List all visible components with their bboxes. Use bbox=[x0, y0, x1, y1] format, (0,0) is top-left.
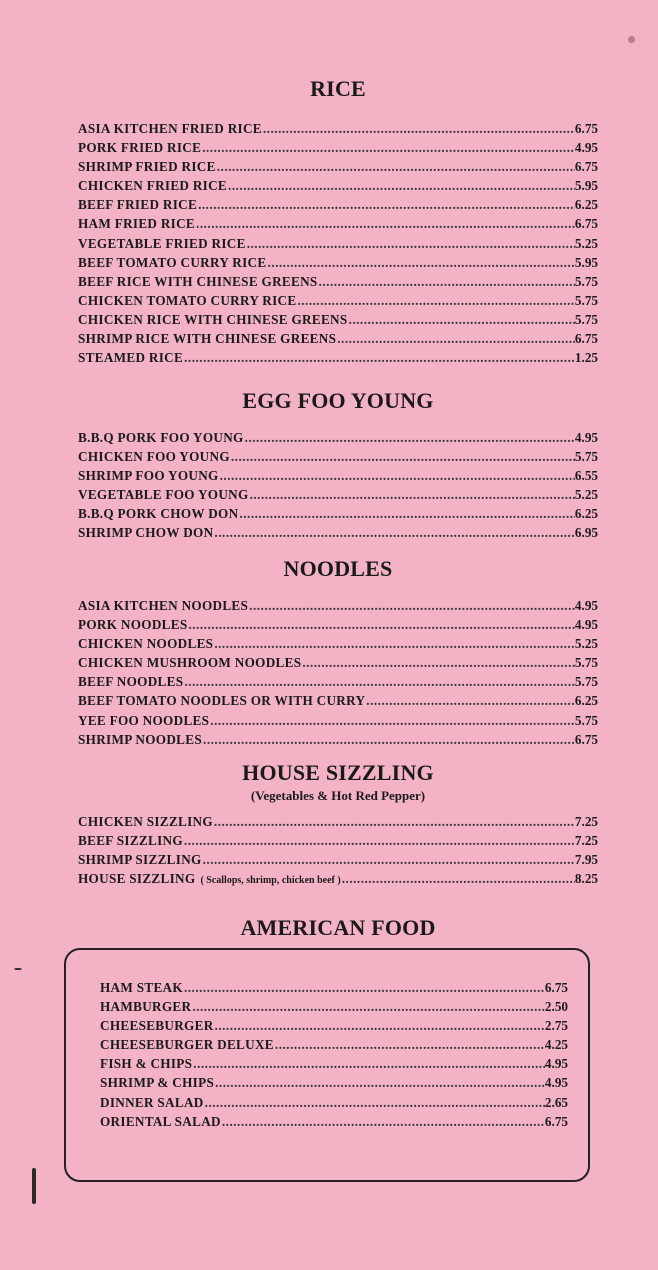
item-price: 7.25 bbox=[574, 833, 598, 849]
item-name: ORIENTAL SALAD bbox=[100, 1113, 221, 1129]
item-name: HAM FRIED RICE bbox=[78, 216, 196, 232]
item-price: 5.95 bbox=[574, 178, 598, 194]
menu-item bbox=[78, 615, 598, 634]
item-price: 6.75 bbox=[574, 216, 598, 232]
dot-leader bbox=[336, 329, 575, 348]
item-price: 5.75 bbox=[574, 292, 598, 308]
item-name: CHICKEN FOO YOUNG bbox=[78, 449, 230, 465]
dot-leader bbox=[213, 634, 575, 653]
menu-item bbox=[78, 329, 598, 348]
menu-item bbox=[78, 691, 598, 710]
item-name: SHRIMP CHOW DON bbox=[78, 525, 214, 541]
menu-item bbox=[78, 138, 598, 157]
dot-leader bbox=[318, 272, 575, 291]
menu-item bbox=[100, 1016, 568, 1035]
item-name: SHRIMP SIZZLING bbox=[78, 852, 202, 868]
menu-item bbox=[78, 348, 598, 367]
item-price: 5.75 bbox=[574, 712, 598, 728]
dot-leader bbox=[249, 485, 575, 504]
house-sizzling-section bbox=[78, 760, 598, 890]
dot-leader bbox=[195, 214, 575, 233]
item-name: BEEF RICE WITH CHINESE GREENS bbox=[78, 273, 318, 289]
dot-leader bbox=[213, 812, 575, 831]
item-price: 2.50 bbox=[544, 999, 568, 1015]
item-name: VEGETABLE FRIED RICE bbox=[78, 235, 246, 251]
dot-leader bbox=[266, 253, 574, 272]
noodles-list bbox=[78, 596, 598, 749]
item-name: CHEESEBURGER DELUXE bbox=[100, 1037, 274, 1053]
egg-foo-young-title: EGG FOO YOUNG bbox=[242, 388, 434, 413]
menu-item bbox=[78, 730, 598, 749]
dot-leader bbox=[296, 291, 574, 310]
item-price: 6.75 bbox=[544, 980, 568, 995]
item-name: SHRIMP FOO YOUNG bbox=[78, 468, 219, 484]
dot-leader bbox=[230, 447, 575, 466]
menu-item bbox=[78, 272, 598, 291]
menu-item bbox=[100, 1093, 568, 1112]
item-price: 2.65 bbox=[544, 1094, 568, 1110]
dot-leader bbox=[262, 119, 575, 138]
item-price: 1.25 bbox=[574, 350, 598, 366]
item-price: 5.75 bbox=[574, 674, 598, 690]
item-price: 4.25 bbox=[544, 1037, 568, 1053]
menu-item bbox=[78, 523, 598, 542]
dot-leader bbox=[238, 504, 575, 523]
item-name: BEEF FRIED RICE bbox=[78, 197, 198, 213]
rice-title: RICE bbox=[310, 76, 366, 101]
menu-item bbox=[78, 234, 598, 253]
dot-leader bbox=[183, 831, 575, 850]
item-name: PORK FRIED RICE bbox=[78, 140, 202, 156]
menu-item bbox=[100, 1054, 568, 1073]
menu-item bbox=[78, 291, 598, 310]
item-name: FISH & CHIPS bbox=[100, 1056, 193, 1072]
item-name: HOUSE SIZZLING bbox=[78, 871, 196, 887]
dot-leader bbox=[204, 1093, 545, 1112]
item-price: 4.95 bbox=[544, 1075, 568, 1091]
menu-item bbox=[100, 978, 568, 997]
item-note: ( Scallops, shrimp, chicken beef ) bbox=[200, 875, 341, 887]
menu-item bbox=[78, 214, 598, 233]
noodles-title: NOODLES bbox=[283, 556, 393, 581]
dot-leader bbox=[348, 310, 575, 329]
paper-speck bbox=[628, 36, 635, 43]
noodles-section bbox=[78, 556, 598, 749]
menu-item bbox=[78, 596, 598, 615]
item-name: BEEF NOODLES bbox=[78, 674, 184, 690]
menu-item bbox=[78, 634, 598, 653]
item-price: 7.95 bbox=[574, 852, 598, 868]
menu-item bbox=[78, 428, 598, 447]
dot-leader bbox=[213, 523, 575, 542]
item-price: 4.95 bbox=[574, 598, 598, 613]
menu-item bbox=[78, 869, 598, 890]
item-name: B.B.Q PORK FOO YOUNG bbox=[78, 430, 244, 445]
american-food-title-wrap bbox=[78, 915, 598, 941]
menu-item bbox=[78, 466, 598, 485]
item-price: 6.75 bbox=[544, 1113, 568, 1129]
item-name: HAM STEAK bbox=[100, 980, 183, 995]
menu-item bbox=[100, 997, 568, 1016]
item-price: 4.95 bbox=[574, 617, 598, 633]
item-name: SHRIMP RICE WITH CHINESE GREENS bbox=[78, 331, 337, 347]
menu-item bbox=[78, 447, 598, 466]
dot-leader bbox=[341, 869, 575, 888]
menu-item bbox=[78, 176, 598, 195]
item-price: 6.75 bbox=[574, 121, 598, 136]
american-food-section bbox=[100, 978, 568, 1131]
item-price: 6.95 bbox=[574, 525, 598, 541]
rice-list bbox=[78, 119, 598, 367]
rice-section bbox=[78, 76, 598, 367]
dot-leader bbox=[187, 615, 574, 634]
item-name: DINNER SALAD bbox=[100, 1094, 204, 1110]
item-name: STEAMED RICE bbox=[78, 350, 184, 366]
dot-leader bbox=[214, 1016, 545, 1035]
dot-leader bbox=[201, 138, 575, 157]
menu-item bbox=[78, 157, 598, 176]
dot-leader bbox=[248, 596, 575, 615]
ink-mark bbox=[32, 1168, 36, 1204]
item-price: 6.75 bbox=[574, 731, 598, 747]
dot-leader bbox=[227, 176, 575, 195]
dot-leader bbox=[209, 711, 575, 730]
item-price: 5.25 bbox=[574, 636, 598, 652]
dot-leader bbox=[244, 428, 575, 447]
menu-item bbox=[78, 850, 598, 869]
item-price: 4.95 bbox=[544, 1056, 568, 1072]
menu-item bbox=[78, 485, 598, 504]
dot-leader bbox=[192, 1054, 545, 1073]
dot-leader bbox=[191, 997, 545, 1016]
menu-item bbox=[78, 672, 598, 691]
item-name: CHICKEN SIZZLING bbox=[78, 814, 213, 829]
menu-item bbox=[78, 831, 598, 850]
item-name: B.B.Q PORK CHOW DON bbox=[78, 506, 239, 522]
item-name: SHRIMP NOODLES bbox=[78, 731, 203, 747]
dot-leader bbox=[202, 850, 575, 869]
item-price: 7.25 bbox=[574, 814, 598, 829]
item-name: VEGETABLE FOO YOUNG bbox=[78, 487, 249, 503]
item-price: 5.75 bbox=[574, 655, 598, 671]
item-name: ASIA KITCHEN FRIED RICE bbox=[78, 121, 262, 136]
dot-leader bbox=[183, 672, 575, 691]
item-price: 5.75 bbox=[574, 449, 598, 465]
dot-leader bbox=[202, 730, 575, 749]
dot-leader bbox=[214, 1073, 545, 1092]
menu-item bbox=[78, 310, 598, 329]
menu-item bbox=[100, 1073, 568, 1092]
house-sizzling-subtitle: (Vegetables & Hot Red Pepper) bbox=[250, 788, 426, 803]
item-price: 5.95 bbox=[574, 254, 598, 270]
item-price: 8.25 bbox=[574, 871, 598, 887]
item-price: 4.95 bbox=[574, 430, 598, 445]
item-price: 6.25 bbox=[574, 197, 598, 213]
menu-item bbox=[78, 653, 598, 672]
item-name: CHICKEN FRIED RICE bbox=[78, 178, 228, 194]
item-name: ASIA KITCHEN NOODLES bbox=[78, 598, 249, 613]
house-sizzling-title: HOUSE SIZZLING bbox=[242, 760, 434, 785]
item-name: YEE FOO NOODLES bbox=[78, 712, 210, 728]
dot-leader bbox=[301, 653, 575, 672]
menu-item bbox=[78, 711, 598, 730]
item-name: CHEESEBURGER bbox=[100, 1018, 214, 1034]
menu-item bbox=[78, 195, 598, 214]
dot-leader bbox=[219, 466, 575, 485]
dot-leader bbox=[246, 234, 575, 253]
item-price: 6.55 bbox=[574, 468, 598, 484]
menu-item bbox=[78, 504, 598, 523]
item-name: BEEF TOMATO NOODLES OR WITH CURRY bbox=[78, 693, 366, 709]
menu-item bbox=[78, 812, 598, 831]
egg-foo-young-list bbox=[78, 428, 598, 543]
dot-leader bbox=[197, 195, 575, 214]
house-sizzling-list bbox=[78, 812, 598, 890]
item-name: CHICKEN TOMATO CURRY RICE bbox=[78, 292, 297, 308]
item-name: CHICKEN NOODLES bbox=[78, 636, 214, 652]
item-price: 4.95 bbox=[574, 140, 598, 156]
item-name: SHRIMP & CHIPS bbox=[100, 1075, 215, 1091]
dot-leader bbox=[274, 1035, 545, 1054]
item-name: BEEF SIZZLING bbox=[78, 833, 183, 849]
item-name: PORK NOODLES bbox=[78, 617, 188, 633]
item-price: 5.25 bbox=[574, 487, 598, 503]
dot-leader bbox=[216, 157, 575, 176]
item-price: 6.25 bbox=[574, 693, 598, 709]
item-name: CHICKEN MUSHROOM NOODLES bbox=[78, 655, 302, 671]
american-food-list bbox=[100, 978, 568, 1131]
ink-speck bbox=[14, 968, 22, 970]
item-price: 5.75 bbox=[574, 311, 598, 327]
item-price: 6.75 bbox=[574, 159, 598, 175]
item-name: BEEF TOMATO CURRY RICE bbox=[78, 254, 267, 270]
item-price: 2.75 bbox=[544, 1018, 568, 1034]
egg-foo-young-section bbox=[78, 388, 598, 543]
menu-item bbox=[78, 119, 598, 138]
menu-item bbox=[100, 1112, 568, 1131]
dot-leader bbox=[183, 348, 575, 367]
item-price: 6.25 bbox=[574, 506, 598, 522]
item-price: 5.75 bbox=[574, 273, 598, 289]
item-price: 5.25 bbox=[574, 235, 598, 251]
item-name: HAMBURGER bbox=[100, 999, 192, 1015]
menu-item bbox=[100, 1035, 568, 1054]
dot-leader bbox=[365, 691, 575, 710]
item-name: SHRIMP FRIED RICE bbox=[78, 159, 216, 175]
american-food-title: AMERICAN FOOD bbox=[240, 915, 436, 940]
dot-leader bbox=[183, 978, 545, 997]
menu-item bbox=[78, 253, 598, 272]
item-price: 6.75 bbox=[574, 331, 598, 347]
dot-leader bbox=[221, 1112, 545, 1131]
item-name: CHICKEN RICE WITH CHINESE GREENS bbox=[78, 311, 348, 327]
